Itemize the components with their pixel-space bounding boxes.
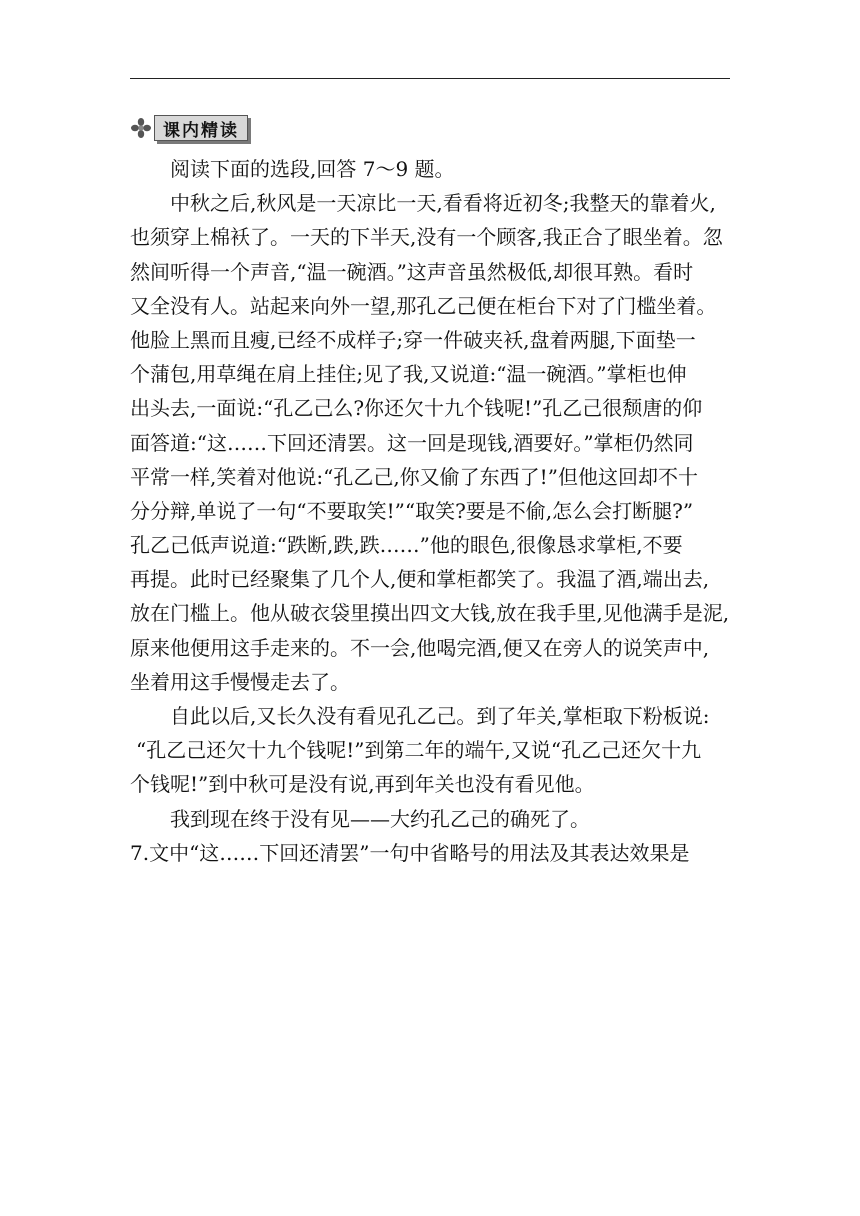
question-line: 7.文中“这……下回还清罢”一句中省略号的用法及其表达效果是 bbox=[130, 840, 690, 865]
instruction-line: 阅读下面的选段,回答 7～9 题。 bbox=[170, 157, 455, 181]
passage-line: 自此以后,又长久没有看见孔乙己。到了年关,掌柜取下粉板说: bbox=[170, 704, 710, 728]
passage-line: 分分辩,单说了一句“不要取笑!”“取笑?要是不偷,怎么会打断腿?” bbox=[130, 498, 694, 523]
passage-line: 个蒲包,用草绳在肩上挂住;见了我,又说道:“温一碗酒。”掌柜也伸 bbox=[130, 362, 687, 387]
passage-line: 出头去,一面说:“孔乙己么?你还欠十九个钱呢!”孔乙己很颓唐的仰 bbox=[130, 396, 703, 421]
passage-line: 中秋之后,秋风是一天凉比一天,看看将近初冬;我整天的靠着火, bbox=[170, 191, 716, 216]
passage-line: 孔乙己低声说道:“跌断,跌,跌……”他的眼色,很像恳求掌柜,不要 bbox=[130, 533, 683, 558]
reading-passage bbox=[130, 152, 734, 870]
passage-line: 个钱呢!”到中秋可是没有说,再到年关也没有看见他。 bbox=[130, 772, 595, 797]
passage-line: 又全没有人。站起来向外一望,那孔乙己便在柜台下对了门槛坐着。 bbox=[130, 293, 717, 318]
passage-line: 再提。此时已经聚集了几个人,便和掌柜都笑了。我温了酒,端出去, bbox=[130, 567, 710, 592]
passage-line: 我到现在终于没有见——大约孔乙己的确死了。 bbox=[170, 806, 590, 831]
passage-line: 然间听得一个声音,“温一碗酒。”这声音虽然极低,却很耳熟。看时 bbox=[130, 259, 694, 284]
top-rule bbox=[130, 78, 730, 79]
clover-icon bbox=[130, 117, 152, 139]
passage-line: 面答道:“这……下回还清罢。这一回是现钱,酒要好。”掌柜仍然同 bbox=[130, 430, 694, 455]
passage-line: 他脸上黑而且瘦,已经不成样子;穿一件破夹袄,盘着两腿,下面垫一 bbox=[130, 327, 696, 352]
passage-line: 放在门槛上。他从破衣袋里摸出四文大钱,放在我手里,见他满手是泥, bbox=[130, 601, 730, 626]
section-title: 课内精读 bbox=[154, 115, 248, 141]
passage-line: 坐着用这手慢慢走去了。 bbox=[130, 669, 350, 694]
section-header bbox=[130, 114, 248, 142]
passage-line: 原来他便用这手走来的。不一会,他喝完酒,便又在旁人的说笑声中, bbox=[130, 635, 710, 660]
passage-line: 也须穿上棉袄了。一天的下半天,没有一个顾客,我正合了眼坐着。忽 bbox=[130, 225, 723, 250]
passage-line: “孔乙己还欠十九个钱呢!”到第二年的端午,又说“孔乙己还欠十九 bbox=[136, 738, 702, 763]
passage-line: 平常一样,笑着对他说:“孔乙己,你又偷了东西了!”但他这回却不十 bbox=[130, 464, 698, 489]
